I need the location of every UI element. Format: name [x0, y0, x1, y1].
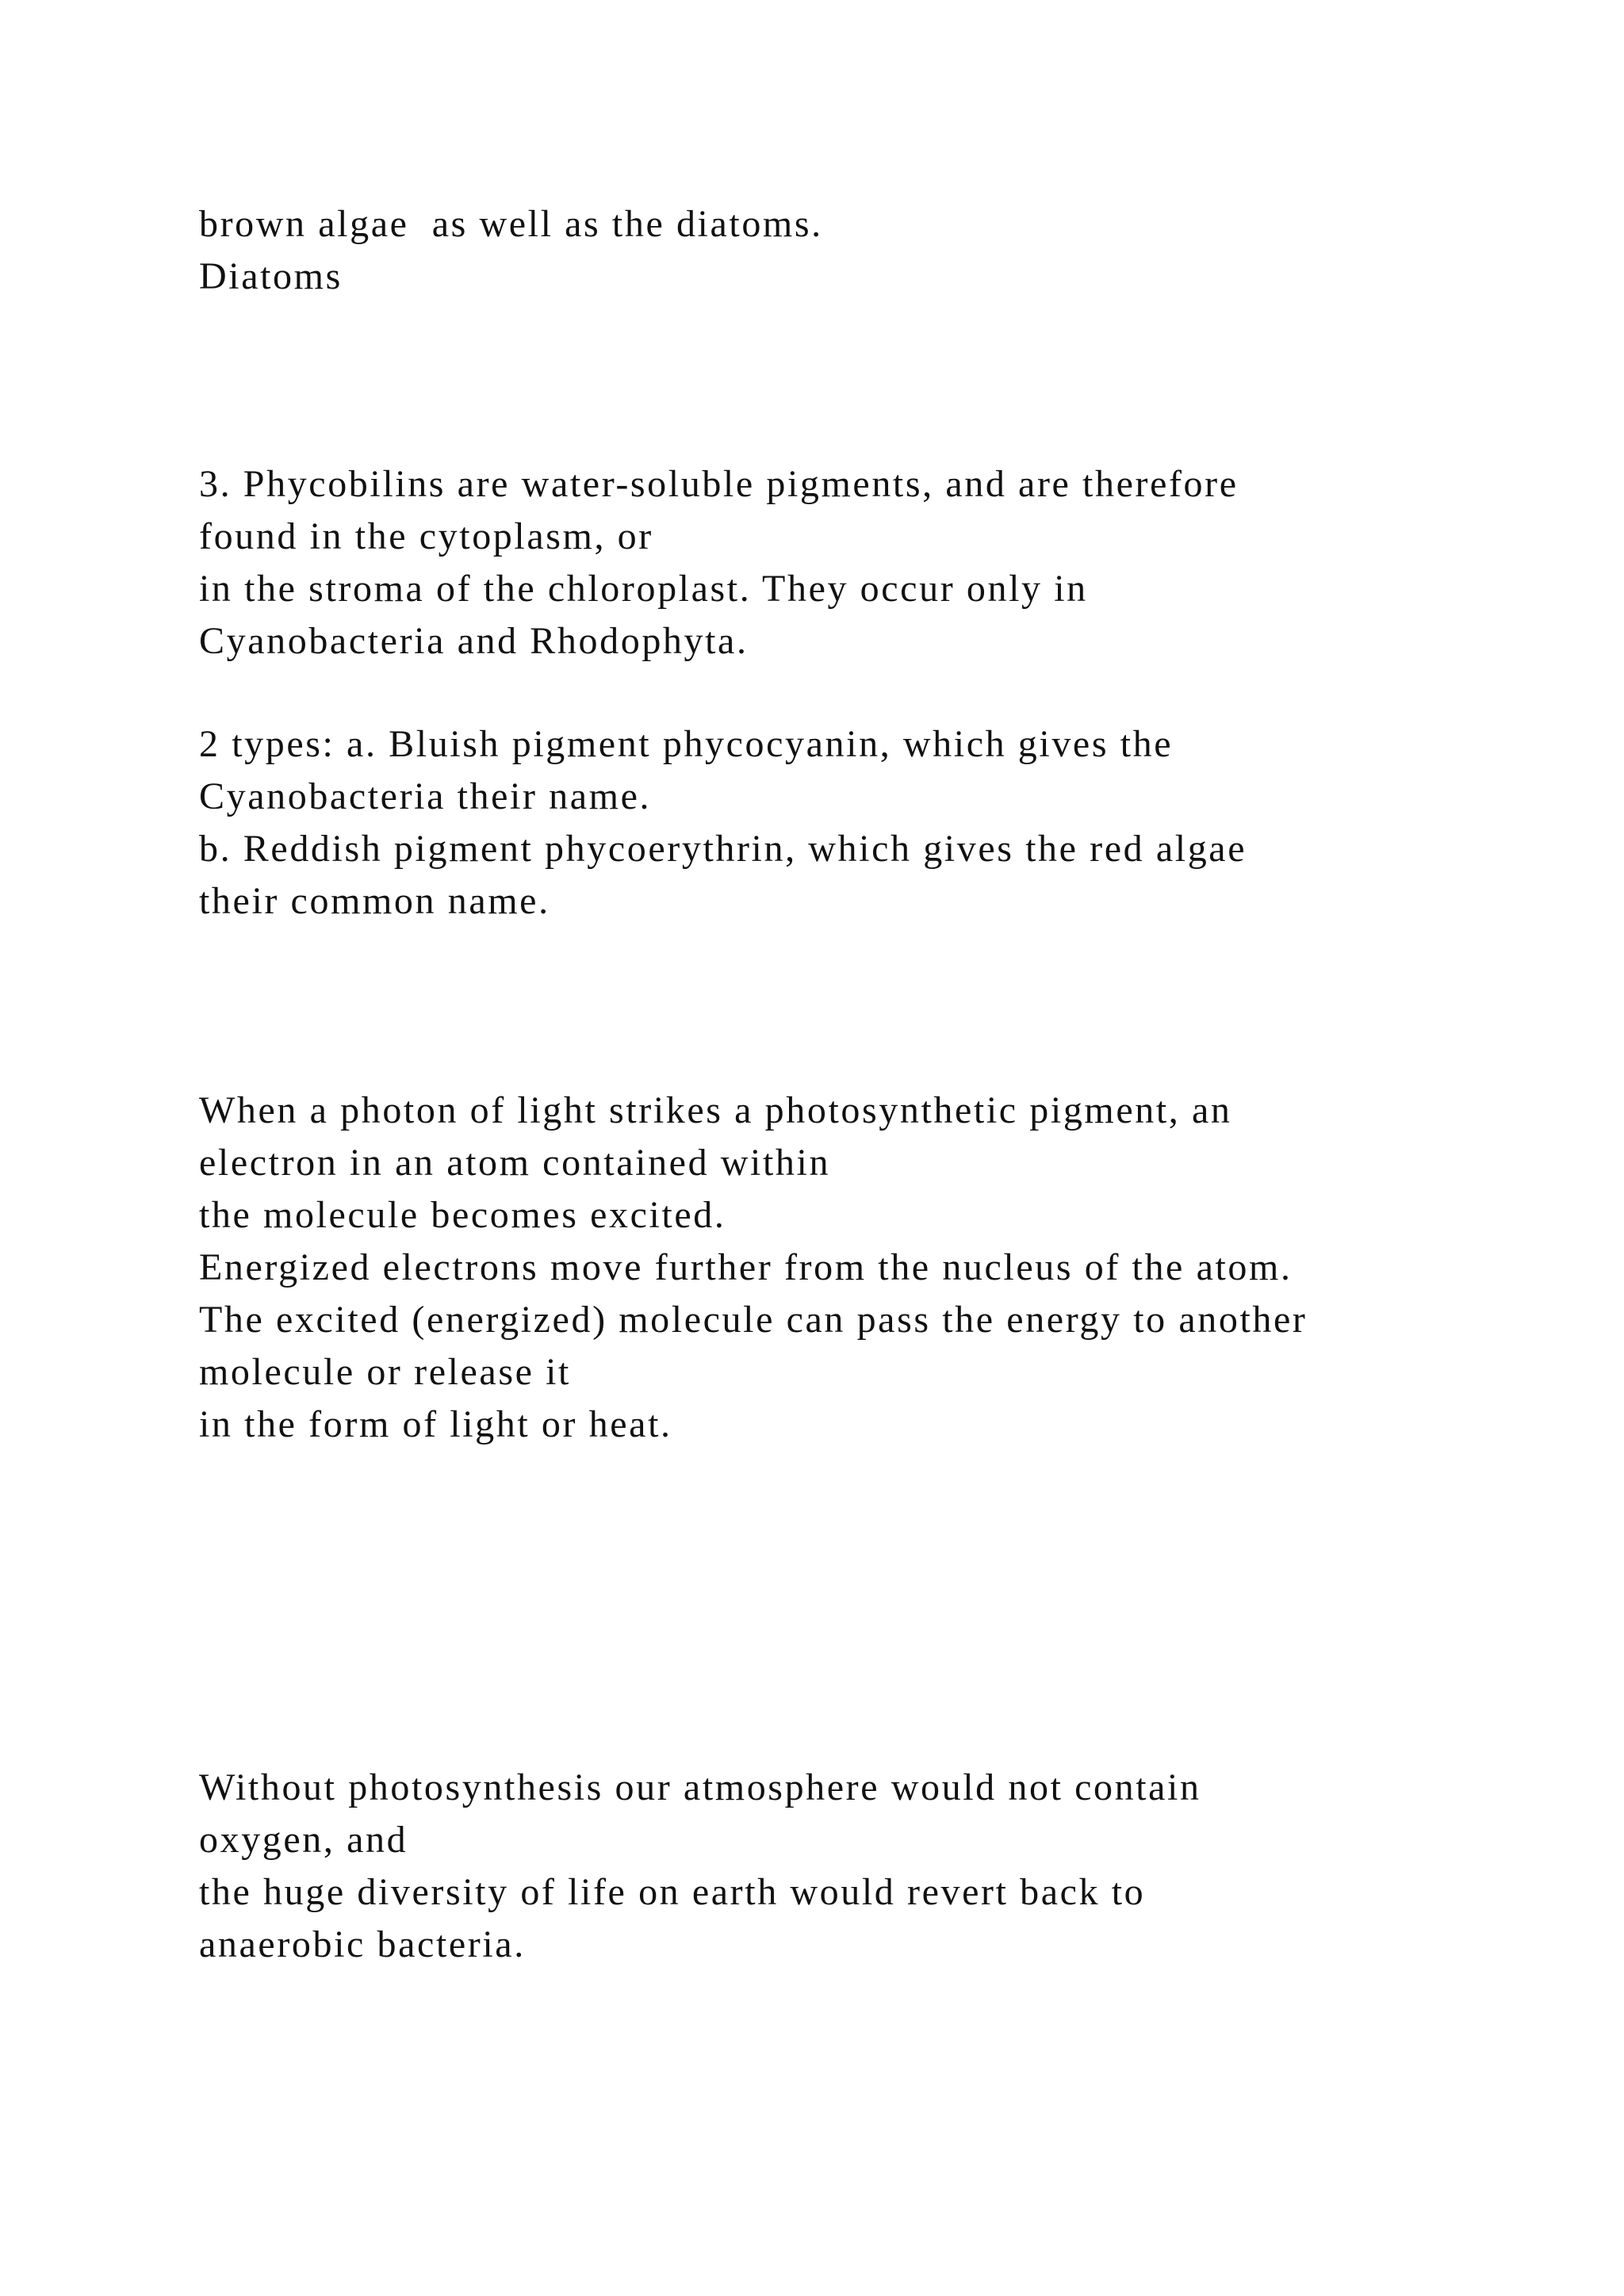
text-line: Without photosynthesis our atmosphere would not contain — [199, 1766, 1201, 1808]
text-line: their common name. — [199, 880, 550, 922]
text-line: brown algae as well as the diatoms. — [199, 203, 823, 245]
text-line: When a photon of light strikes a photosynthetic pigment, an — [199, 1089, 1232, 1131]
text-line: Energized electrons move further from the nucleus of the atom. — [199, 1246, 1293, 1288]
text-line: in the form of light or heat. — [199, 1403, 672, 1445]
text-line: 2 types: a. Bluish pigment phycocyanin, which gives the — [199, 723, 1174, 765]
text-line: Cyanobacteria and Rhodophyta. — [199, 620, 749, 662]
text-line: Diatoms — [199, 255, 343, 297]
text-line: anaerobic bacteria. — [199, 1923, 526, 1965]
text-line: the molecule becomes excited. — [199, 1194, 726, 1236]
text-line: electron in an atom contained within — [199, 1142, 831, 1184]
text-line: 3. Phycobilins are water-soluble pigments, and are therefore — [199, 463, 1239, 505]
text-line: found in the cytoplasm, or — [199, 515, 653, 557]
text-line: The excited (energized) molecule can pass the energy to another — [199, 1299, 1308, 1341]
text-line: Cyanobacteria their name. — [199, 775, 652, 817]
text-line: in the stroma of the chloroplast. They occur only in — [199, 568, 1088, 610]
text-line: b. Reddish pigment phycoerythrin, which gives the red algae — [199, 828, 1247, 870]
text-line: the huge diversity of life on earth would revert back to — [199, 1871, 1146, 1913]
text-line: oxygen, and — [199, 1819, 408, 1861]
text-line: molecule or release it — [199, 1351, 571, 1393]
